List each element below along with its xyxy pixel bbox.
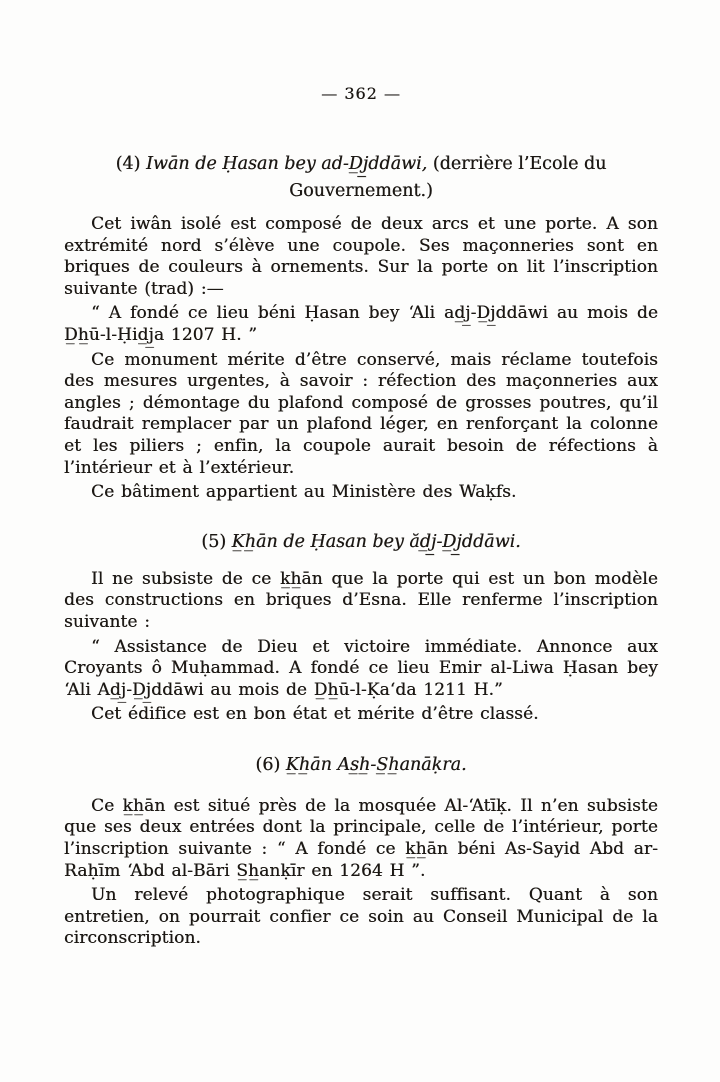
section-number: (5) — [201, 531, 227, 552]
body-paragraph: Un relevé photographique serait suffisant. Quant à son entretien, on pourrait confier ce soin au Conseil Municipal de la circonscription. — [64, 885, 658, 949]
body-paragraph: Cet édifice est en bon état et mérite d’être classé. — [91, 704, 539, 725]
section-title: K̲h̲ān de Ḥasan bey ăd̲j̲-D̲j̲ddāwi. — [231, 531, 521, 552]
section-title: K̲h̲ān As̲h̲-S̲h̲anāḳra. — [285, 754, 467, 775]
section-heading-5 — [89, 529, 634, 556]
section-number: (6) — [255, 754, 281, 775]
section-title: Iwān de Ḥasan bey ad-D̲j̲ddāwi, — [145, 154, 428, 174]
body-paragraph: Il ne subsiste de ce k̲h̲ān que la porte qui est un bon modèle des constructions en briques d’Esna. Elle renferme l’inscription suivante : — [64, 568, 658, 632]
body-paragraph: Ce monument mérite d’être conservé, mais réclame toutefois des mesures urgentes, à savoir : réfection des maçonneries aux angles ; démontage du plafond composé de grosses poutres, qu’il faudrait remplacer par un plafond léger, en renforçant la colonne et les piliers ; enfin, la coupole aurait besoin de réfections à l’intérieur et à l’extérieur. — [64, 349, 658, 478]
section-subtitle: (derrière l’Ecole du Gouvernement.) — [289, 154, 607, 201]
page-number: — 362 — — [321, 84, 401, 103]
section-heading-6 — [89, 752, 634, 779]
inscription-quote: “ Assistance de Dieu et victoire immédiate. Annonce aux Croyants ô Muḥammad. A fondé ce lieu Emir al-Liwa Ḥasan bey ‘Ali Ad̲j̲-D̲j̲ddāwi au mois de D̲h̲ū-l-Ḳa‘da 1211 H.” — [64, 636, 658, 700]
section-number: (4) — [115, 154, 141, 174]
body-paragraph: Ce k̲h̲ān est situé près de la mosquée Al-‘Atīḳ. Il n’en subsiste que ses deux entrées dont la principale, celle de l’intérieur, porte l’inscription suivante : “ A fondé ce k̲h̲ān béni As-Sayid Abd ar-Raḥīm ‘Abd al-Bāri S̲h̲anḳīr en 1264 H ”. — [64, 795, 658, 881]
body-paragraph: Ce bâtiment appartient au Ministère des Waḳfs. — [91, 482, 517, 503]
body-paragraph: Cet iwân isolé est composé de deux arcs et une porte. A son extrémité nord s’élève une coupole. Ses maçonneries sont en briques de couleurs à ornements. Sur la porte on lit l’inscription suivante (trad) :— — [64, 214, 658, 299]
inscription-quote: “ A fondé ce lieu béni Ḥasan bey ‘Ali ad̲j̲-D̲j̲ddāwi au mois de D̲h̲ū-l-Ḥid̲j̲a 1207 H. ” — [64, 303, 658, 345]
section-heading-4 — [89, 151, 634, 205]
